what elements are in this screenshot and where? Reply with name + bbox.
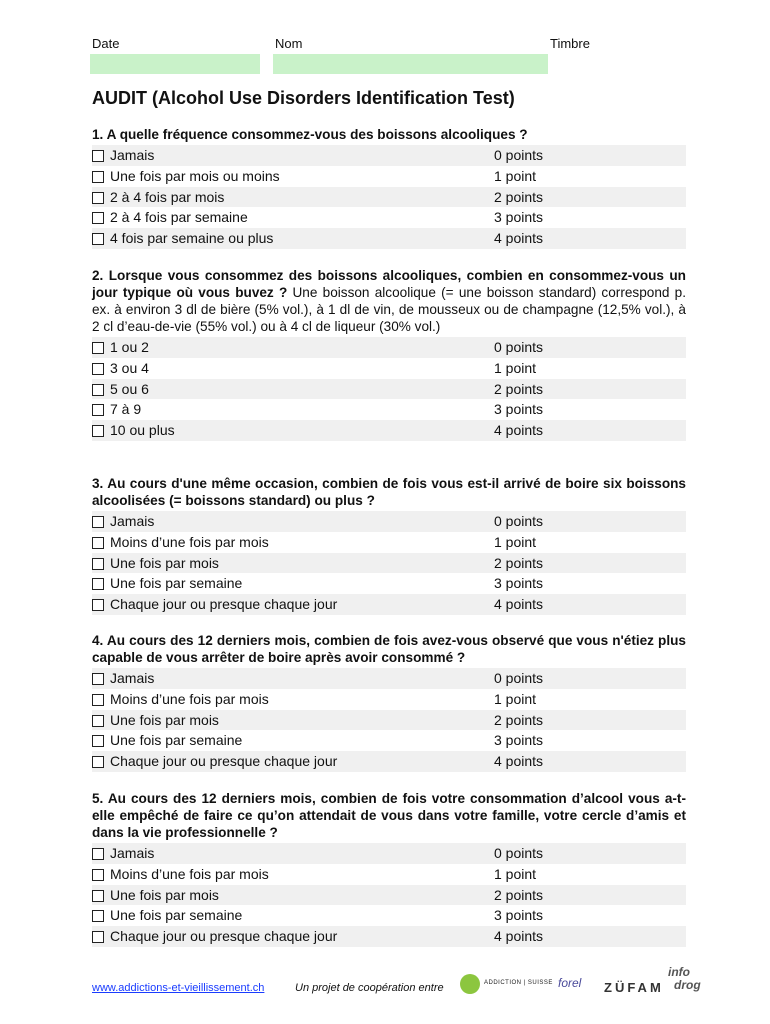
website-link[interactable]: www.addictions-et-vieillissement.ch [92, 982, 265, 994]
option-row[interactable] [92, 594, 686, 615]
checkbox[interactable] [92, 694, 104, 706]
checkbox[interactable] [92, 931, 104, 943]
option-label: Une fois par mois [110, 711, 219, 728]
option-points: 4 points [494, 596, 544, 612]
options-list [92, 668, 686, 772]
date-label: Date [92, 36, 120, 51]
option-points: 1 point [494, 359, 537, 376]
option-row[interactable] [92, 905, 686, 926]
checkbox[interactable] [92, 516, 104, 528]
option-row[interactable] [92, 337, 686, 358]
forel-logo: forel [558, 976, 582, 990]
question-text: 3. Au cours d'une même occasion, combien de fois vous est-il arrivé de boire six boissons alcoolisées (= boissons standard) ou plus ? [92, 476, 686, 508]
checkbox[interactable] [92, 578, 104, 590]
checkbox[interactable] [92, 756, 104, 768]
checkbox[interactable] [92, 910, 104, 922]
option-points: 1 point [494, 167, 537, 184]
option-label: Moins d’une fois par mois [110, 533, 269, 550]
option-label: 5 ou 6 [110, 380, 149, 397]
option-points: 2 points [494, 188, 544, 205]
checkbox[interactable] [92, 673, 104, 685]
options-list [92, 843, 686, 947]
option-row[interactable] [92, 145, 686, 166]
option-row[interactable] [92, 187, 686, 208]
checkbox[interactable] [92, 192, 104, 204]
checkbox[interactable] [92, 384, 104, 396]
option-row[interactable] [92, 532, 686, 553]
checkbox[interactable] [92, 171, 104, 183]
checkbox[interactable] [92, 150, 104, 162]
option-label: 10 ou plus [110, 422, 175, 438]
footer [92, 960, 712, 1010]
checkbox[interactable] [92, 869, 104, 881]
option-row[interactable] [92, 689, 686, 710]
question-text: 4. Au cours des 12 derniers mois, combien de fois avez-vous observé que vous n'étiez plus capable de vous arrêter de boire après avoir consommé ? [92, 633, 686, 665]
page-title: AUDIT (Alcohol Use Disorders Identification Test) [92, 88, 515, 108]
option-row[interactable] [92, 379, 686, 400]
option-points: 2 points [494, 711, 544, 728]
option-label: Jamais [110, 845, 155, 861]
question-1 [92, 126, 686, 249]
option-row[interactable] [92, 864, 686, 885]
options-list [92, 145, 686, 249]
option-label: Chaque jour ou presque chaque jour [110, 596, 338, 612]
checkbox[interactable] [92, 599, 104, 611]
addiction-suisse-logo-icon [460, 974, 480, 994]
option-row[interactable] [92, 710, 686, 731]
option-row[interactable] [92, 420, 686, 441]
option-points: 4 points [494, 422, 544, 438]
option-label: Jamais [110, 513, 155, 529]
name-field[interactable] [273, 54, 548, 74]
option-row[interactable] [92, 358, 686, 379]
checkbox[interactable] [92, 342, 104, 354]
option-label: 2 à 4 fois par semaine [110, 209, 248, 226]
option-row[interactable] [92, 166, 686, 187]
option-row[interactable] [92, 668, 686, 689]
option-points: 1 point [494, 533, 537, 550]
option-row[interactable] [92, 573, 686, 594]
option-row[interactable] [92, 207, 686, 228]
zufam-logo: ZÜFAM [604, 980, 664, 995]
option-label: Une fois par semaine [110, 732, 243, 749]
option-label: Une fois par semaine [110, 575, 243, 592]
checkbox[interactable] [92, 735, 104, 747]
option-label: 2 à 4 fois par mois [110, 188, 225, 205]
question-text: 1. A quelle fréquence consommez-vous des boissons alcooliques ? [92, 127, 528, 142]
option-points: 3 points [494, 401, 544, 418]
option-row[interactable] [92, 228, 686, 249]
addiction-suisse-logo: ADDICTION | SUISSE [460, 970, 552, 998]
checkbox[interactable] [92, 404, 104, 416]
option-row[interactable] [92, 885, 686, 906]
option-points: 2 points [494, 380, 544, 397]
option-row[interactable] [92, 730, 686, 751]
question-text: 5. Au cours des 12 derniers mois, combien de fois votre consommation d’alcool vous a-t-elle empêché de faire ce qu’on attendait de vous dans votre famille, votre cercle d’amis et dans la vie professionnelle ? [92, 791, 686, 840]
name-label: Nom [275, 36, 303, 51]
checkbox[interactable] [92, 715, 104, 727]
option-label: Jamais [110, 147, 155, 163]
option-points: 0 points [494, 147, 544, 163]
option-row[interactable] [92, 843, 686, 864]
option-points: 0 points [494, 845, 544, 861]
option-label: Chaque jour ou presque chaque jour [110, 928, 338, 944]
question-4 [92, 632, 686, 772]
option-points: 1 point [494, 865, 537, 882]
checkbox[interactable] [92, 558, 104, 570]
stamp-label: Timbre [550, 36, 590, 51]
option-row[interactable] [92, 511, 686, 532]
option-points: 3 points [494, 209, 544, 226]
option-label: Une fois par mois ou moins [110, 167, 280, 184]
option-label: Moins d’une fois par mois [110, 690, 269, 707]
option-label: Moins d’une fois par mois [110, 865, 269, 882]
option-points: 4 points [494, 230, 544, 246]
option-row[interactable] [92, 751, 686, 772]
option-label: 3 ou 4 [110, 359, 149, 376]
question-5 [92, 790, 686, 947]
checkbox[interactable] [92, 212, 104, 224]
options-list [92, 511, 686, 615]
project-text: Un projet de coopération entre [295, 982, 444, 994]
option-row[interactable] [92, 926, 686, 947]
option-label: Jamais [110, 670, 155, 686]
option-points: 4 points [494, 928, 544, 944]
option-points: 0 points [494, 670, 544, 686]
question-3 [92, 475, 686, 615]
option-points: 3 points [494, 907, 544, 924]
checkbox[interactable] [92, 890, 104, 902]
option-points: 1 point [494, 690, 537, 707]
option-row[interactable] [92, 553, 686, 574]
checkbox[interactable] [92, 848, 104, 860]
question-2 [92, 267, 686, 441]
option-label: 7 à 9 [110, 401, 142, 418]
checkbox[interactable] [92, 425, 104, 437]
option-points: 3 points [494, 575, 544, 592]
checkbox[interactable] [92, 363, 104, 375]
checkbox[interactable] [92, 537, 104, 549]
option-row[interactable] [92, 399, 686, 420]
option-points: 2 points [494, 886, 544, 903]
options-list [92, 337, 686, 441]
option-label: Une fois par semaine [110, 907, 243, 924]
option-label: Une fois par mois [110, 554, 219, 571]
option-points: 2 points [494, 554, 544, 571]
question-text: 2. Lorsque vous consommez des boissons alcooliques, combien en consommez-vous un jour typique où vous buvez ? Une boisson alcoolique (= une boisson standard) correspond p. ex. à environ 3 dl de bière (5% vol.), à 1 dl de vin, de mousseux ou de champagne (12,5% vol.), à 2 cl d’eau-de-vie (55% vol.) ou à 4 cl de liqueur (30% vol.) [92, 268, 686, 334]
infodrog-logo: info drog [668, 965, 701, 992]
option-label: Chaque jour ou presque chaque jour [110, 753, 338, 769]
option-points: 0 points [494, 513, 544, 529]
option-points: 4 points [494, 753, 544, 769]
date-field[interactable] [90, 54, 260, 74]
option-label: 1 ou 2 [110, 339, 149, 355]
option-label: 4 fois par semaine ou plus [110, 230, 274, 246]
checkbox[interactable] [92, 233, 104, 245]
option-label: Une fois par mois [110, 886, 219, 903]
option-points: 3 points [494, 732, 544, 749]
option-points: 0 points [494, 339, 544, 355]
